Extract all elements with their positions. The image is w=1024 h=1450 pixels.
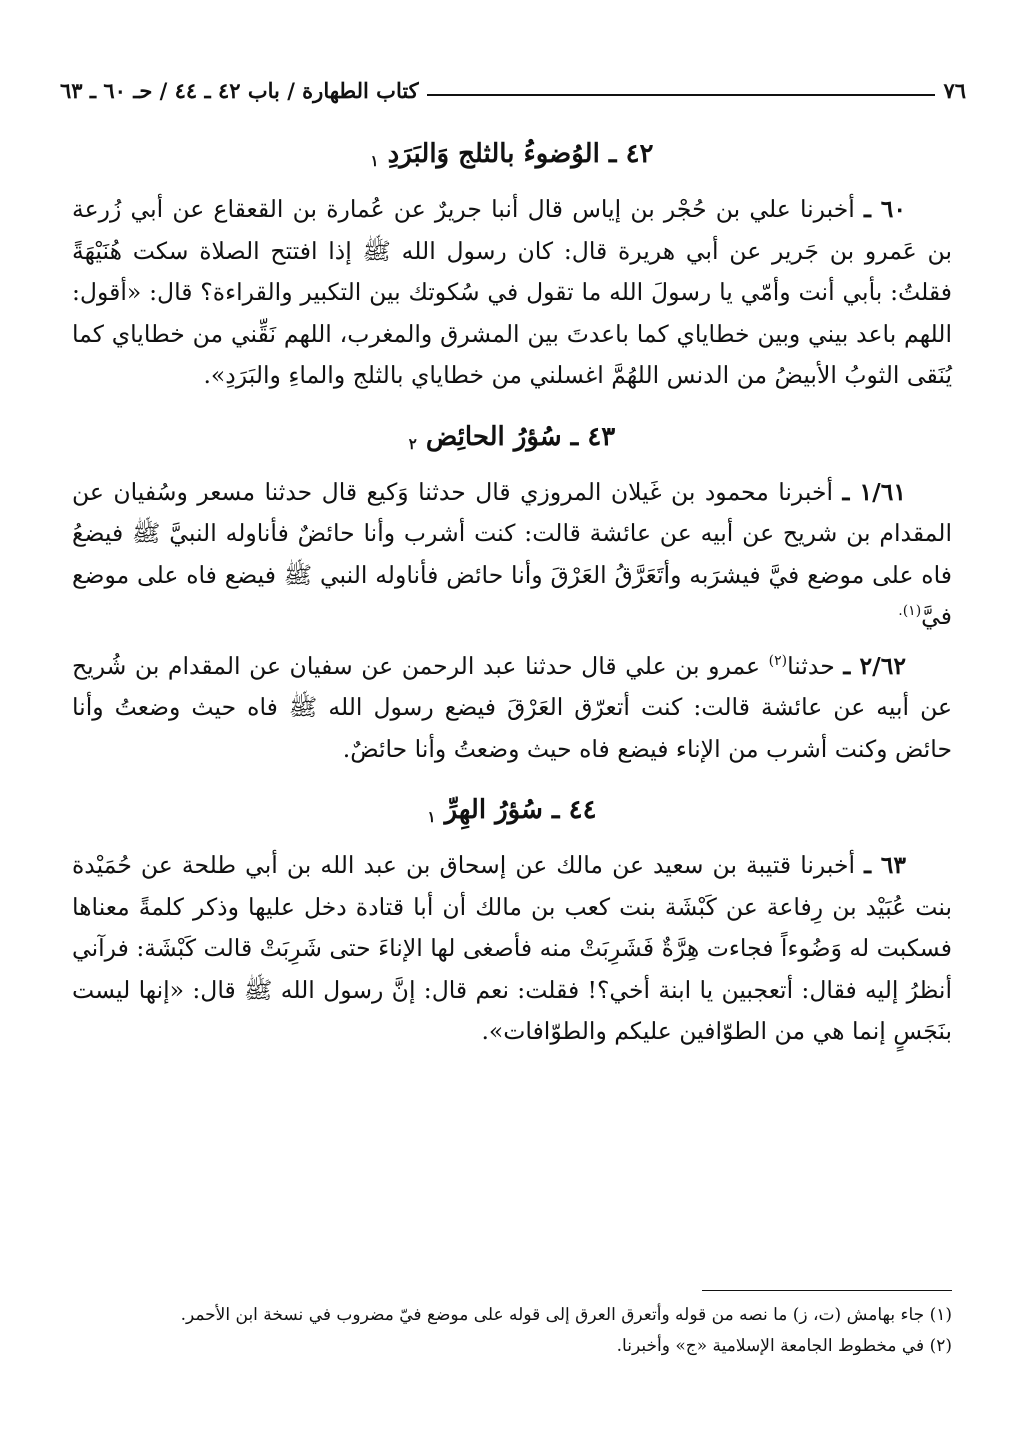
footnote: (٢) في مخطوط الجامعة الإسلامية «ج» وأخبرنا. [616,1336,952,1356]
section-heading [72,788,952,839]
footnote-rule [702,1290,952,1291]
hadith-text: أخبرنا محمود بن غَيلان المروزي قال حدثنا وَكيع قال حدثنا مسعر وسُفيان عن المقدام بن شريح عن أبيه عن عائشة قالت: كنت أشرب وأنا حائضٌ فأناوله النبيَّ ﷺ فيضعُ فاه على موضع فيَّ فيشرَبه وأتَعَرَّقُ العَرْقَ وأنا حائض فأناوله النبي ﷺ فيضع فاه على موضع فيَّ [72,477,952,630]
header-rule [427,94,936,96]
hadith-number: ١/٦١ ـ [842,477,906,506]
hadith-paragraph [72,189,952,397]
running-header [60,78,966,103]
hadith-paragraph [72,845,952,1053]
section-heading-text: ٤٣ ـ سُؤرُ الحائِض [425,421,616,452]
page-number: ٧٦ [943,78,966,103]
running-title: كتاب الطهارة / باب ٤٢ ـ ٤٤ / حـ ٦٠ ـ ٦٣ [60,78,419,103]
hadith-paragraph [72,646,952,771]
hadith-text-lead: حدثنا [787,651,835,680]
footnotes [72,1300,952,1362]
hadith-text: عمرو بن علي قال حدثنا عبد الرحمن عن سفيان عن المقدام بن شُريح عن أبيه عن عائشة قالت: كنت أتعرّق العَرْقَ فيضع رسول الله ﷺ فاه حيث وضعتُ وأنا حائض وكنت أشرب من الإناء فيضع فاه حيث وضعتُ وأنا حائضٌ. [72,651,952,763]
section-heading [72,415,952,466]
heading-note-mark: ١ [427,808,436,826]
footnote-ref: (٢) [768,652,788,669]
heading-note-mark: ٢ [408,434,417,453]
hadith-text: أخبرنا علي بن حُجْر بن إياس قال أنبا جريرٌ عن عُمارة بن القعقاع عن أبي زُرعة بن عَمرو بن جَرير عن أبي هريرة قال: كان رسول الله ﷺ إذا افتتح الصلاة سكت هُنَيْهَةً فقلتُ: بأبي أنت وأمّي يا رسولَ الله ما تقول في سُكوتك بين التكبير والقراءة؟ قال: «أقول: اللهم باعد بيني وبين خطاياي كما باعدتَ بين المشرق والمغرب، اللهم نَقِّني من خطاياي كما يُنَقى الثوبُ الأبيضُ من الدنس اللهُمَّ اغسلني من خطاياي بالثلج والماءِ والبَرَدِ». [72,195,952,389]
hadith-number: ٦٣ ـ [864,851,906,879]
hadith-text: أخبرنا قتيبة بن سعيد عن مالك عن إسحاق بن عبد الله بن أبي طلحة عن حُمَيْدة بنت عُبَيْد بن رِفاعة عن كَبْشَة بنت كعب بن مالك أن أبا قتادة دخل عليها وذكر كلمةً معناها فسكبت له وَضُوءاً فجاءت هِرَّةٌ فَشَرِبَتْ منه فأصغى لها الإناءَ حتى شَرِبَتْ قالت كَبْشَة: فرآني أنظرُ إليه فقال: أتعجبين يا ابنة أخي؟! فقلت: نعم قال: إنَّ رسول الله ﷺ قال: «إنها ليست بنَجَسٍ إنما هي من الطوّافين عليكم والطوّافات». [72,851,952,1045]
footnote-ref: (١). [898,603,922,620]
footnote: (١) جاء بهامش (ت، ز) ما نصه من قوله وأتعرق العرق إلى قوله على موضع فيّ مضروب في نسخة ابن الأحمر. [180,1305,952,1325]
heading-note-mark: ١ [370,152,379,170]
section-heading-text: ٤٢ ـ الوُضوءُ بالثلج وَالبَرَدِ [387,139,654,169]
hadith-number: ٢/٦٢ ـ [843,651,906,680]
main-text [72,132,952,1061]
hadith-paragraph [72,472,952,638]
section-heading-text: ٤٤ ـ سُؤرُ الهِرِّ [444,795,597,825]
hadith-number: ٦٠ ـ [863,195,906,223]
section-heading [72,132,952,183]
